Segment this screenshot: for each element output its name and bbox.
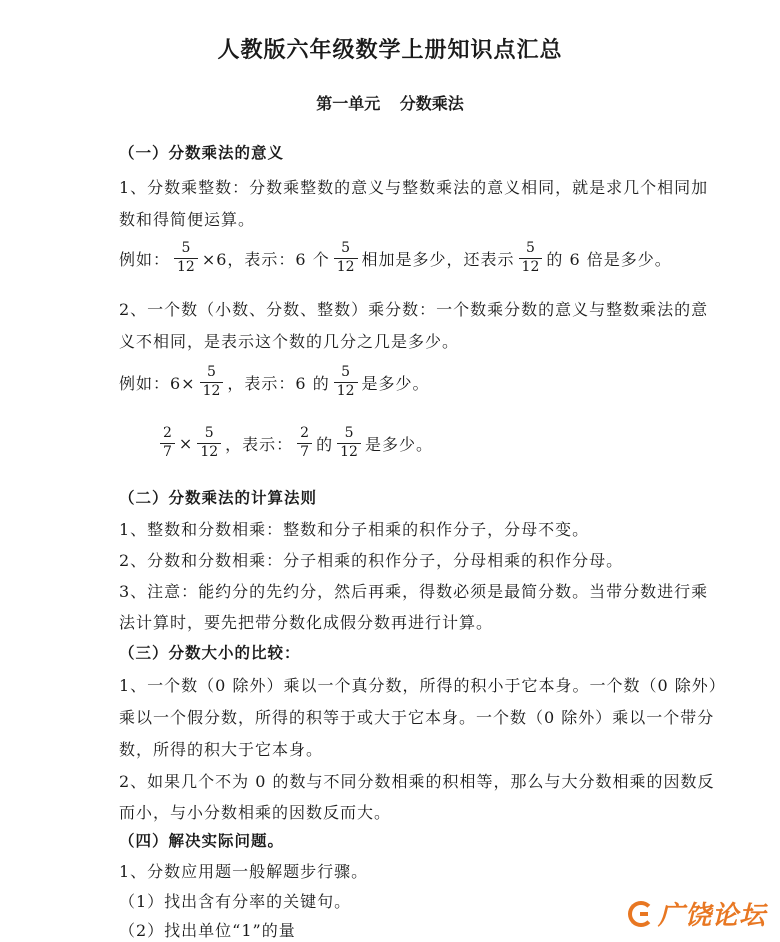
example-row-3: [156, 425, 433, 461]
numerator: 5: [200, 364, 224, 383]
paragraph-line: 而小，与小分数相乘的因数反而大。: [119, 803, 392, 822]
numerator: 5: [197, 425, 221, 444]
watermark: [628, 895, 766, 932]
denominator: 7: [163, 443, 172, 460]
numerator: 2: [160, 425, 175, 444]
example-text: ，表示：: [225, 434, 294, 454]
denominator: 12: [200, 443, 219, 460]
example-text: 的: [316, 434, 334, 454]
paragraph-line: 1、分数乘整数：分数乘整数的意义与整数乘法的意义相同，就是求几个相同加: [119, 178, 709, 197]
example-text: ×: [178, 433, 194, 453]
example-row-2: [119, 364, 430, 400]
fraction: [337, 425, 361, 461]
fraction: [197, 425, 221, 461]
paragraph-line: （1）找出含有分率的关键句。: [119, 892, 352, 911]
paragraph-line: 2、一个数（小数、分数、整数）乘分数：一个数乘分数的意义与整数乘法的意: [119, 300, 709, 319]
numerator: 5: [519, 240, 543, 259]
watermark-text: 广饶论坛: [657, 901, 766, 931]
paragraph-line: 2、分数和分数相乘：分子相乘的积作分子，分母相乘的积作分母。: [119, 551, 624, 570]
denominator: 12: [177, 258, 195, 275]
example-row-1: [119, 240, 672, 276]
example-text: 相加是多少，还表示: [361, 249, 515, 269]
section-heading-1: （一）分数乘法的意义: [119, 144, 285, 162]
section-heading-3: （三）分数大小的比较：: [119, 644, 301, 662]
numerator: 5: [337, 425, 361, 444]
example-text: ×6，表示：6 个: [201, 249, 330, 269]
numerator: 5: [174, 240, 198, 259]
example-text: 例如：: [119, 249, 171, 269]
example-text: 的 6 倍是多少。: [546, 249, 672, 269]
fraction: [297, 425, 312, 461]
paragraph-line: 1、分数应用题一般解题步行骤。: [119, 862, 369, 881]
fraction: [519, 240, 543, 276]
numerator: 5: [334, 364, 358, 383]
denominator: 12: [340, 443, 358, 460]
paragraph-line: 3、注意：能约分的先约分，然后再乘，得数必须是最简分数。当带分数进行乘: [119, 582, 709, 601]
paragraph-line: 乘以一个假分数，所得的积等于或大于它本身。一个数（0 除外）乘以一个带分: [119, 708, 715, 727]
fraction: [334, 364, 358, 400]
unit-title: 第一单元 分数乘法: [316, 94, 464, 113]
paragraph-line: 数和得简便运算。: [119, 210, 256, 229]
fraction: [200, 364, 224, 400]
denominator: 12: [336, 258, 355, 275]
section-heading-2: （二）分数乘法的计算法则: [119, 489, 318, 507]
forum-logo-icon: [628, 901, 654, 927]
denominator: 12: [336, 382, 355, 399]
paragraph-line: （2）找出单位“1”的量: [119, 921, 296, 940]
example-text: 是多少。: [361, 373, 430, 393]
fraction: [334, 240, 358, 276]
example-text: ，表示：6 的: [227, 373, 330, 393]
paragraph-line: 1、整数和分数相乘：整数和分子相乘的积作分子，分母不变。: [119, 520, 590, 539]
denominator: 7: [300, 443, 310, 460]
paragraph-line: 2、如果几个不为 0 的数与不同分数相乘的积相等，那么与大分数相乘的因数反: [119, 772, 715, 791]
fraction: [160, 425, 175, 461]
document-title: 人教版六年级数学上册知识点汇总: [217, 38, 563, 63]
numerator: 5: [334, 240, 358, 259]
fraction: [174, 240, 198, 276]
denominator: 12: [202, 382, 221, 399]
numerator: 2: [297, 425, 312, 444]
example-text: 例如：6×: [119, 373, 196, 393]
denominator: 12: [521, 258, 540, 275]
paragraph-line: 法计算时，要先把带分数化成假分数再进行计算。: [119, 613, 494, 632]
example-text: 是多少。: [364, 434, 433, 454]
paragraph-line: 数，所得的积大于它本身。: [119, 740, 324, 759]
paragraph-line: 义不相同，是表示这个数的几分之几是多少。: [119, 332, 460, 351]
paragraph-line: 1、一个数（0 除外）乘以一个真分数，所得的积小于它本身。一个数（0 除外）: [119, 676, 726, 695]
section-heading-4: （四）解决实际问题。: [119, 832, 285, 850]
